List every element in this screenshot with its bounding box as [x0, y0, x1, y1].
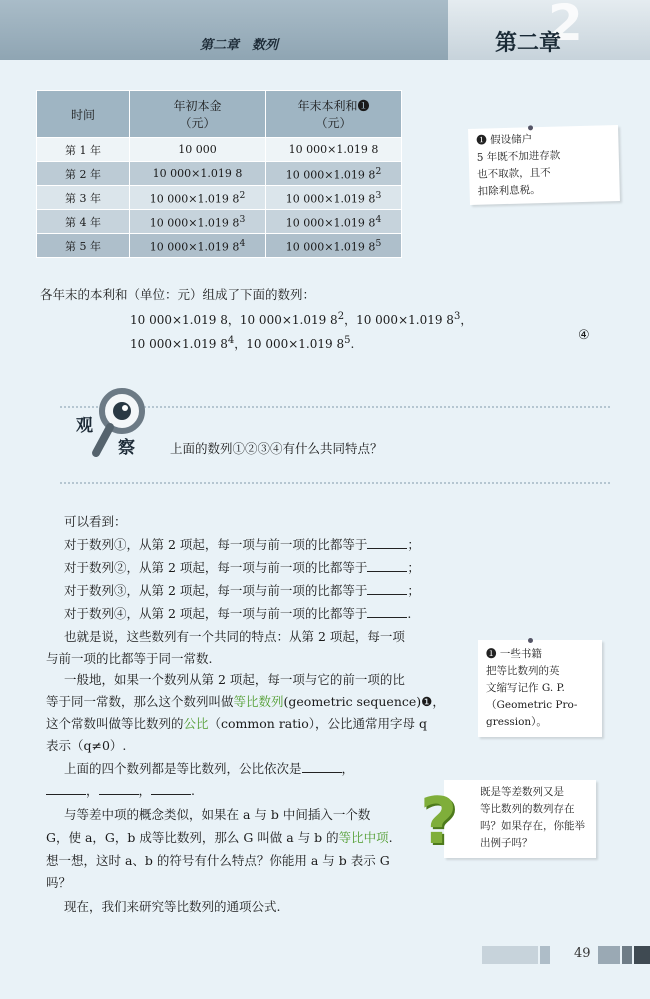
page-number: 49 [574, 946, 591, 961]
body-line: 对于数列④，从第 2 项起，每一项与前一项的比都等于 . [64, 606, 412, 621]
body-line: G，使 a，G，b 成等比数列，那么 G 叫做 a 与 b 的等比中项. [46, 830, 393, 845]
observe-question: 上面的数列①②③④有什么共同特点？ [170, 441, 383, 456]
body-line: 可以看到： [64, 514, 127, 529]
answer-blank[interactable] [367, 582, 407, 595]
body-line: 表示（q≠0）. [46, 738, 127, 753]
divider [60, 482, 610, 484]
interest-table [36, 90, 402, 258]
body-line: 对于数列②，从第 2 项起，每一项与前一项的比都等于 ； [64, 560, 420, 575]
footer-bar [598, 946, 620, 964]
table-row: 第 5 年 10 000×1.019 $8^4$ 10 000×1.019 $8^5$ [37, 234, 402, 258]
body-line: 现在，我们来研究等比数列的通项公式. [64, 899, 281, 914]
body-line: ， ， . [46, 780, 195, 801]
answer-blank[interactable] [367, 605, 407, 618]
table-row: 第 4 年 10 000×1.019 $8^3$ 10 000×1.019 $8^4$ [37, 210, 402, 234]
chapter-tab [448, 0, 650, 60]
table-row: 第 1 年 10 000 10 000×1.019 8 [37, 138, 402, 162]
sequence-label: ④ [578, 328, 590, 343]
table-header-time: 时间 [37, 91, 130, 138]
term-geometric-sequence: 等比数列 [233, 694, 284, 709]
body-line: 也就是说，这些数列有一个共同的特点：从第 2 项起，每一项 [64, 629, 405, 644]
footer-bar [634, 946, 650, 964]
intro-text: 各年末的本利和（单位：元）组成了下面的数列： [40, 287, 316, 302]
body-line: 与等差中项的概念类似，如果在 a 与 b 中间插入一个数 [64, 807, 371, 822]
table-header-principal: 年初本金 （元） [130, 91, 266, 138]
pin-icon [528, 125, 533, 130]
table-row: 第 3 年 10 000×1.019 $8^2$ 10 000×1.019 $8^3$ [37, 186, 402, 210]
answer-blank[interactable] [99, 782, 139, 795]
body-line: 一般地，如果一个数列从第 2 项起，每一项与它的前一项的比 [64, 672, 405, 687]
question-mark-icon: ? [420, 785, 458, 859]
sequence-line-2: 10 000×1.019 $8^4$，10 000×1.019 $8^5$. [130, 335, 355, 351]
body-line: 想一想，这时 a、b 的符号有什么特点？你能用 a 与 b 表示 G [46, 853, 390, 868]
side-note-question: 既是等差数列又是 等比数列的数列存在 吗？如果存在，你能举 出例子吗？ [444, 780, 596, 858]
footer-bar [540, 946, 550, 964]
body-line: 与前一项的比都等于同一常数. [46, 651, 213, 666]
table-header-total: 年末本利和❶ （元） [266, 91, 402, 138]
body-line: 对于数列①，从第 2 项起，每一项与前一项的比都等于 ； [64, 537, 420, 552]
side-note-gp: ❶ 一些书籍 把等比数列的英 文缩写记作 G. P. （Geometric Pro- gression）。 [478, 640, 602, 737]
body-line: 上面的四个数列都是等比数列，公比依次是 ， [64, 761, 355, 776]
running-chapter-title: 第二章 数列 [200, 38, 279, 53]
body-line: 对于数列③，从第 2 项起，每一项与前一项的比都等于 ； [64, 583, 420, 598]
term-common-ratio: 公比 [183, 716, 209, 731]
magnifier-icon [70, 383, 160, 463]
footer-bar [622, 946, 632, 964]
answer-blank[interactable] [302, 760, 342, 773]
body-line: 等于同一常数，那么这个数列叫做等比数列(geometric sequence)❶， [46, 694, 445, 709]
answer-blank[interactable] [46, 782, 86, 795]
table-row: 第 2 年 10 000×1.019 8 10 000×1.019 $8^2$ [37, 162, 402, 186]
answer-blank[interactable] [367, 559, 407, 572]
sequence-line-1: 10 000×1.019 8，10 000×1.019 $8^2$，10 000×1.019 $8^3$， [130, 311, 473, 327]
answer-blank[interactable] [151, 782, 191, 795]
body-line: 这个常数叫做等比数列的公比（common ratio），公比通常用字母 q [46, 716, 428, 731]
observe-char-2: 察 [118, 438, 135, 458]
chapter-number: 2 [548, 0, 583, 52]
footer-bar [482, 946, 538, 964]
chapter-tab-label: 第二章 [495, 31, 562, 56]
term-geometric-mean: 等比中项 [338, 830, 389, 845]
answer-blank[interactable] [367, 536, 407, 549]
side-note-deposit: ❶ 假设储户 5 年既不加进存款 也不取款，且不 扣除利息税。 [468, 125, 620, 205]
observe-char-1: 观 [76, 416, 93, 436]
pin-icon [528, 638, 533, 643]
body-line: 吗？ [46, 875, 72, 890]
